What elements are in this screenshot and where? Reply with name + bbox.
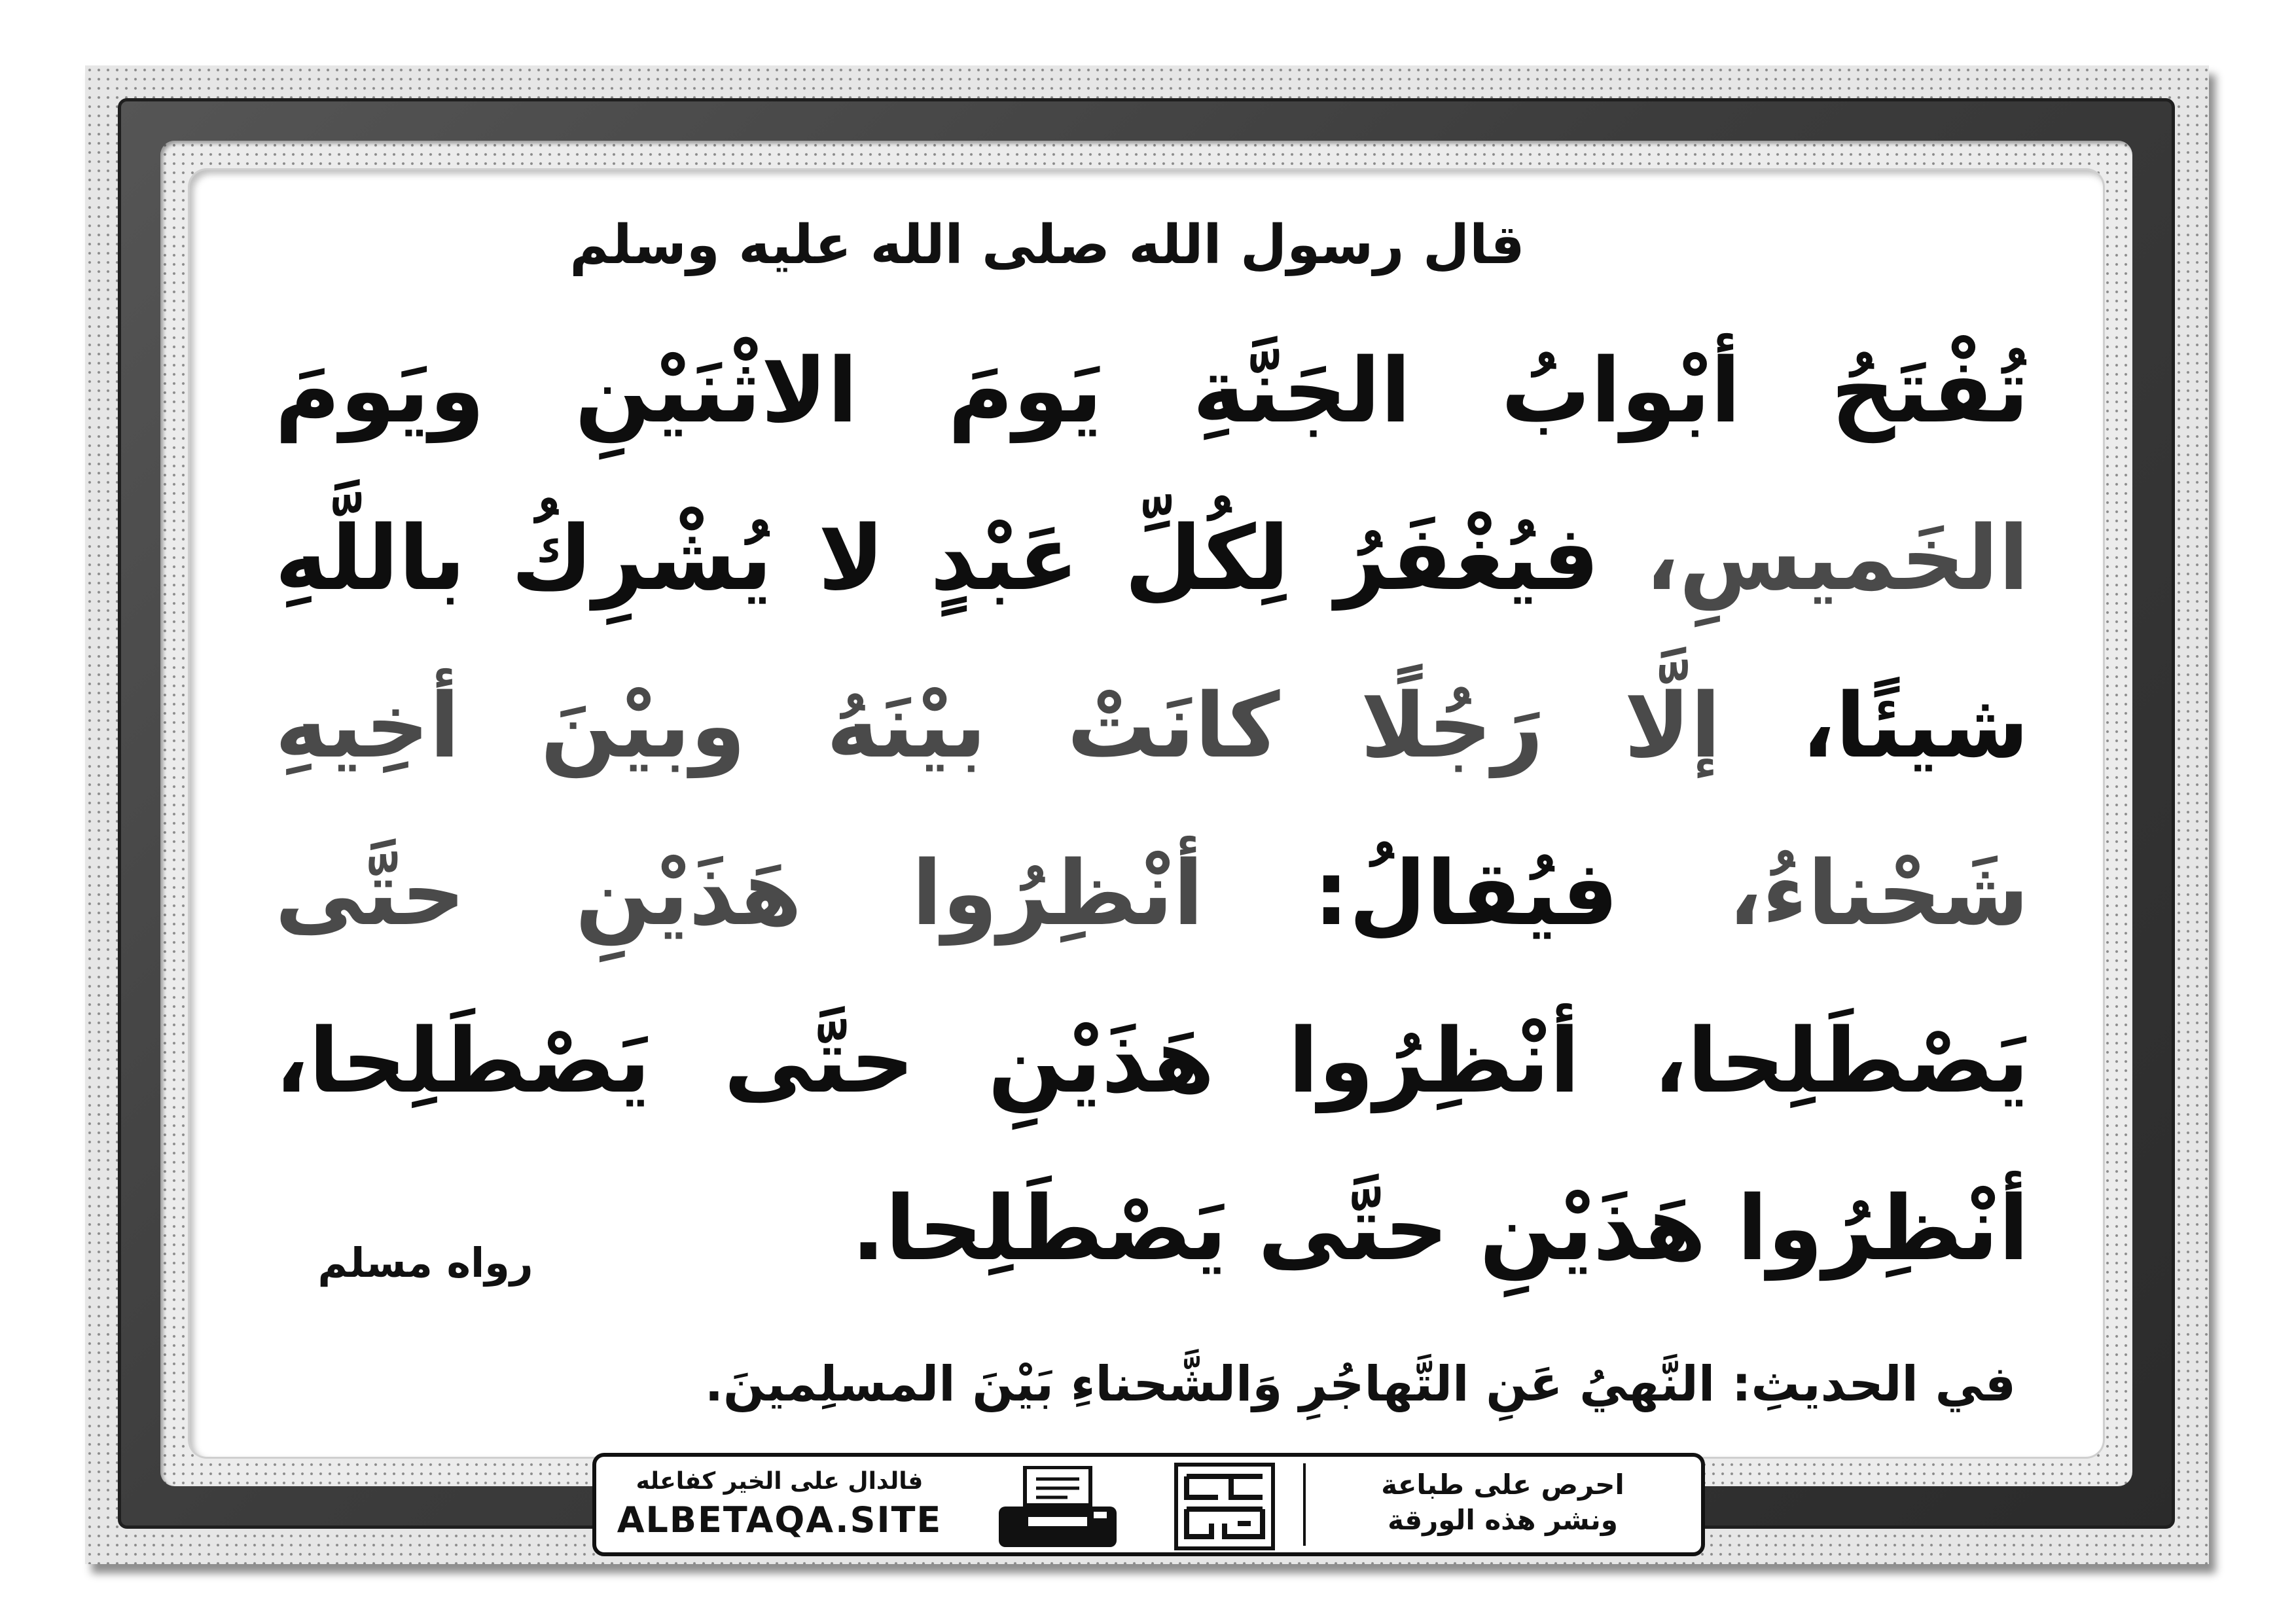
banner-cta-line-1: احرص على طباعة	[1381, 1469, 1624, 1501]
heading: قال رسول الله صلى الله عليه وسلم	[569, 214, 1525, 276]
hadith-line-1: تُفْتَحُ أبْوابُ الجَنَّةِ يَومَ الاثْنَيْنِ ويَومَ	[275, 340, 2029, 443]
hadith-line-4b: فيُقالُ:	[1203, 842, 1619, 946]
hadith-line-5: يَصْطَلِحا، أنْظِرُوا هَذَيْنِ حتَّى يَصْطَلِحا،	[275, 1010, 2029, 1113]
hadith-line-3	[275, 643, 2029, 810]
printer-icon	[996, 1466, 1120, 1551]
banner-site-block	[596, 1457, 963, 1552]
hadith-line-6-text: أنْظِرُوا هَذَيْنِ حتَّى يَصْطَلِحا.	[851, 1177, 2029, 1281]
hadith-line-3a: شيئًا،	[1721, 675, 2029, 778]
source-label: رواه مسلم	[317, 1239, 533, 1287]
banner-cta-line-2: ونشر هذه الورقة	[1388, 1504, 1618, 1536]
hadith-line-2b: فيُغْفَرُ لِكُلِّ عَبْدٍ لا يُشْرِكُ باللَّهِ	[275, 507, 1600, 611]
hadith-line-2a: الخَميسِ،	[1599, 507, 2029, 611]
hadith-text	[275, 308, 2029, 1313]
hadith-line-4a: شَحْناءُ،	[1618, 842, 2029, 946]
hadith-line-4c: أنْظِرُوا هَذَيْنِ حتَّى	[275, 842, 1204, 946]
hadith-line-2	[275, 475, 2029, 643]
logo-icon	[1172, 1461, 1277, 1552]
footnote: في الحديثِ: النَّهيُ عَنِ التَّهاجُرِ وَالشَّحناءِ بَيْنَ المسلِمينَ.	[704, 1356, 2016, 1412]
hadith-line-4	[275, 810, 2029, 978]
banner-motto: فالدال على الخير كفاعله	[636, 1468, 924, 1495]
banner-call-to-action	[1310, 1457, 1696, 1552]
banner-divider	[1303, 1463, 1306, 1546]
bottom-banner	[592, 1453, 1705, 1556]
hadith-line-3b: إلَّا رَجُلًا كانَتْ بيْنَهُ وبيْنَ أخِيهِ	[275, 675, 1721, 778]
banner-site-link[interactable]: ALBETAQA.SITE	[617, 1499, 942, 1541]
